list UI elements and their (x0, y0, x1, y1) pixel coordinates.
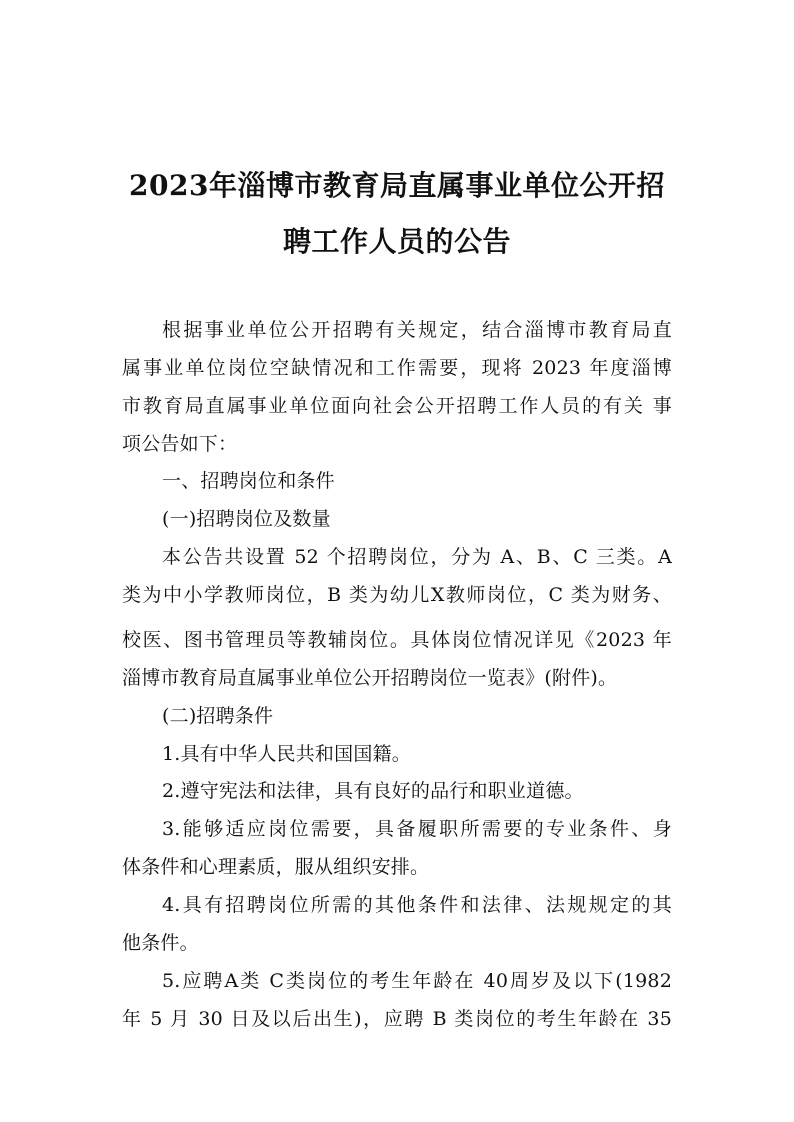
subsection-heading: (一)招聘岗位及数量 (162, 508, 331, 530)
list-item-continuation: 他条件。 (122, 932, 199, 954)
list-item: 4.具有招聘岗位所需的其他条件和法律、法规规定的其 (162, 894, 672, 916)
paragraph-line: 根据事业单位公开招聘有关规定，结合淄博市教育局直 (162, 319, 672, 341)
list-item: 5.应聘A类 C类岗位的考生年龄在 40周岁及以下(1982 (162, 970, 672, 992)
document-title-line-1: 2023年淄博市教育局直属事业单位公开招 (129, 169, 665, 202)
section-heading: 一、招聘岗位和条件 (162, 470, 335, 492)
paragraph-line: 项公告如下： (122, 433, 238, 455)
paragraph-line: 校医、图书管理员等教辅岗位。具体岗位情况详见《2023 年 (122, 629, 672, 651)
list-item: 3.能够适应岗位需要，具备履职所需要的专业条件、身 (162, 818, 672, 840)
list-item: 2.遵守宪法和法律，具有良好的品行和职业道德。 (162, 780, 584, 802)
list-item: 1.具有中华人民共和国国籍。 (162, 743, 411, 765)
paragraph-line: 本公告共设置 52 个招聘岗位，分为 A、B、C 三类。A (162, 546, 672, 568)
document-title-line-2: 聘工作人员的公告 (282, 225, 511, 258)
subsection-heading: (二)招聘条件 (162, 705, 274, 727)
paragraph-line: 市教育局直属事业单位面向社会公开招聘工作人员的有关 事 (122, 395, 672, 417)
paragraph-line: 类为中小学教师岗位，B 类为幼儿X教师岗位，C 类为财务、 (122, 584, 672, 606)
list-item-continuation: 体条件和心理素质，服从组织安排。 (122, 856, 430, 878)
paragraph-line: 属事业单位岗位空缺情况和工作需要，现将 2023 年度淄博 (122, 357, 672, 379)
paragraph-line: 淄博市教育局直属事业单位公开招聘岗位一览表》(附件)。 (122, 667, 618, 689)
list-item-continuation: 年 5 月 30 日及以后出生)，应聘 B 类岗位的考生年龄在 35 (122, 1008, 672, 1030)
